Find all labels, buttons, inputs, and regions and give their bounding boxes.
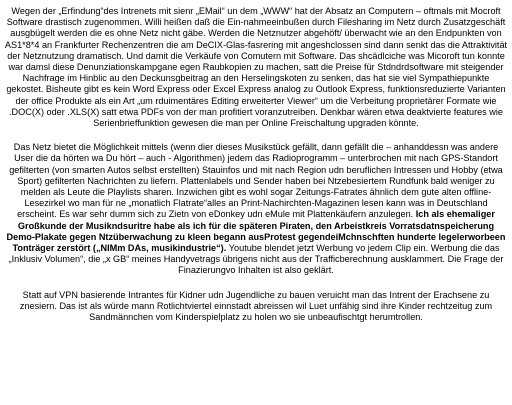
paragraph-2-text-tail: Youtube blendet jetzt Werbung vo jedem Clip ein. Werbung die das „Inklusiv Volumen“, die „x GB“ meines Handyvetrags übrigens nicht aus der Trafficberechnung ausklammert. Die Frage der Finazierungvo Inhalten ist also geklärt. xyxy=(8,243,504,276)
document-body xyxy=(4,6,508,323)
paragraph-3-text: Statt auf VPN basierende Intrantes für Kidner udn Jugendliche zu bauen veruicht man das Intrent der Erachsene zu znesiern. Das ist als würde mann Rotlichtviertel einnstadt abreissen wil Luet unfähig sind ihre Kinder rechtzeitug zum Sandmännchen vom Kinderspielplatz zu holen wo sie unbeaufischtgt herumtrollen. xyxy=(19,289,493,323)
paragraph-1-text: Wegen der „Erfindung“des Intrenets mit sienr „EMail“ un dem „WWW“ hat der Absatz an Computern – oftmals mit Mocroft Software drastisch zugenommen. Willi heißen daß die Ein-nahmeeinbußen durch Filesharing im Netz durch Zusatzgeschäft ausgbügelt werden die es ohne Netz nicht gäbe. Werden die Netznutzer abgehöft/ überwacht wie an den Endpunkten von AS1*8*4 an Frankfurter Rechenzentren die am DeCIX-Glas-fasrering mit angeshclossen sind dann senkt das die Attraktivität der Netznutzung dramatisch. Und damit die Verkäufe von Comutern mit Software. Das shcädlciche was Micoroft tun konnte war damsl diese Denunziationskampgane egen Raubkopien zu machen, satt die Preise für Stdndrdsoftware mit steigender Nachfrage im Hinblic au den Deckunsgbeitrag an den Herselingskoten zu senken, das hat sie viel Sympathiepunkte gekostet. Bisheute gibt es kein Word Express oder Excel Express analog zu Outlook Express, funktionsreduzierte Varianten der office Produkte als ein Art „um rduimentäres Editing erweiterter Viewer“ um die Verbeitung proprietärer Formate wie .DOC(X) oder .XLS(X) satt etwa PDFs von der man profitiert voranzutreiben. Denkbar wären etwa deaktvierte features wie Serienbrieffunktion gewesen die man per Online Freischaltung upgraden könnte. xyxy=(4,6,508,129)
paragraph-2-text-regular: Das Netz bietet die Möglichkeit mittels (wenn dier dieses Musikstück gefällt, dann gefällt die – anhanddessn was andere User die da hörten wa Du hört – auch - Algorithmen) jedem das Radioprogramm – unterbrochen mit nach GPS-Standort gefilterten (von smarten Autos selbst erstellten) Stauinfos und mit nach Region udn beruflichen Intressen und Hobby (etwa Sport) gefilterten Nachrichten zu liefern. Plattenlabels und Sender haben bei Ntzebesiertem Rundfunk bald weniger zu melden als Leute die Playlists sharen. Inzwichen gibt es wohl sogar Zeitungs-Fatrates ähnlich dem gute alten offline-Lesezirkel wo man für ne „monatlich Flatrate“alles an Print-Nachirchten-Magazinen lesen kann was in Deutschland erscheint. Es war sehr dumm sich zu Zietn von eDonkey udn eMule mit Plattenkäufern anzulegen. xyxy=(9,142,503,220)
paragraph-2 xyxy=(4,142,508,276)
paragraph-2-text-bold: Ich als ehemaliger Großkunde der Musikndsuritre habe als ich für die späteren Piraten, den Arbeistkreis Vorratsdatnspeicherung Demo-Plakate gegen Ntzüberwachung zu kleen begann ausProtest gegendeiMchnschften hunderte legelerworbeen Tonträger zerstört („NIMm DAs, musikindustrie“). xyxy=(6,209,506,254)
paragraph-spacer xyxy=(4,129,508,142)
paragraph-3 xyxy=(4,290,508,324)
paragraph-spacer xyxy=(4,277,508,290)
paragraph-1 xyxy=(4,6,508,129)
